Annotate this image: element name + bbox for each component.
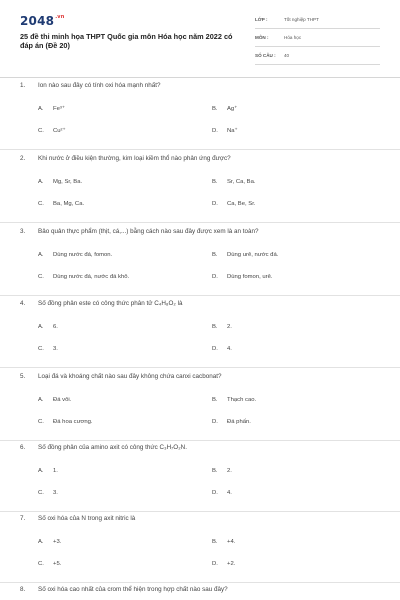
option-c[interactable]: C. Cu²⁺ — [38, 128, 66, 134]
question-divider — [0, 367, 400, 368]
meta-key: MÔN : — [255, 35, 269, 40]
option-b[interactable]: B. 2. — [212, 324, 232, 330]
question-divider — [0, 222, 400, 223]
option-d[interactable]: D. 4. — [212, 490, 232, 496]
meta-value: Hóa học — [284, 35, 302, 40]
meta-row-subject — [255, 31, 380, 47]
question-text: Ion nào sau đây có tính oxi hóa mạnh nhất? — [38, 82, 161, 89]
question-text: Bảo quản thực phẩm (thịt, cá,...) bằng cách nào sau đây được xem là an toàn? — [38, 228, 259, 235]
question-text: Số oxi hóa của N trong axit nitric là — [38, 515, 136, 522]
logo-domain: .vn — [55, 14, 65, 20]
option-c[interactable]: C. Dùng nước đá, nước đá khô. — [38, 274, 130, 280]
site-logo[interactable] — [20, 14, 65, 28]
option-b[interactable]: B. Sr, Ca, Ba. — [212, 179, 256, 185]
option-d[interactable]: D. Na⁺ — [212, 128, 238, 134]
header-divider — [0, 77, 400, 78]
document-title: 25 đề thi minh họa THPT Quốc gia môn Hóa học năm 2022 có đáp án (Đề 20) — [20, 32, 233, 50]
meta-row-class — [255, 13, 380, 29]
question-number: 6. — [20, 444, 26, 451]
option-b[interactable]: B. Ag⁺ — [212, 106, 238, 112]
option-c[interactable]: C. 3. — [38, 490, 58, 496]
question-text: Số oxi hóa cao nhất của crom thể hiện trong hợp chất nào sau đây? — [38, 586, 228, 593]
option-a[interactable]: A. Đá vôi. — [38, 397, 72, 403]
meta-key: LỚP : — [255, 17, 268, 22]
question-divider — [0, 511, 400, 512]
option-c[interactable]: C. 3. — [38, 346, 58, 352]
option-d[interactable]: D. Dùng fomon, urê. — [212, 274, 273, 280]
option-a[interactable]: A. Fe³⁺ — [38, 106, 65, 112]
option-a[interactable]: A. 1. — [38, 468, 58, 474]
question-number: 4. — [20, 300, 26, 307]
option-b[interactable]: B. Thạch cao. — [212, 397, 257, 403]
option-d[interactable]: D. +2. — [212, 561, 236, 567]
page-header — [0, 0, 400, 72]
option-a[interactable]: A. Dùng nước đá, fomon. — [38, 252, 113, 258]
option-b[interactable]: B. +4. — [212, 539, 236, 545]
meta-value: Tốt nghiệp THPT — [284, 17, 319, 22]
option-c[interactable]: C. Đá hoa cương. — [38, 419, 93, 425]
question-text: Khi nước ở điều kiện thường, kim loại kiềm thổ nào phản ứng được? — [38, 155, 231, 162]
question-number: 1. — [20, 82, 26, 89]
option-a[interactable]: A. +3. — [38, 539, 62, 545]
question-number: 8. — [20, 586, 26, 593]
question-number: 7. — [20, 515, 26, 522]
question-text: Số đồng phân este có công thức phân tử C₄H₈O₂ là — [38, 300, 183, 307]
logo-text: 2048 — [20, 14, 55, 28]
option-d[interactable]: D. 4. — [212, 346, 232, 352]
option-a[interactable]: A. 6. — [38, 324, 58, 330]
option-c[interactable]: C. Ba, Mg, Ca. — [38, 201, 85, 207]
meta-value: 40 — [284, 53, 290, 58]
question-number: 3. — [20, 228, 26, 235]
meta-key: SỐ CÂU : — [255, 53, 276, 58]
meta-row-count — [255, 49, 380, 65]
option-a[interactable]: A. Mg, Sr, Ba. — [38, 179, 83, 185]
question-divider — [0, 295, 400, 296]
option-b[interactable]: B. Dùng urê, nước đá. — [212, 252, 279, 258]
question-number: 5. — [20, 373, 26, 380]
question-divider — [0, 582, 400, 583]
question-divider — [0, 440, 400, 441]
question-divider — [0, 149, 400, 150]
option-b[interactable]: B. 2. — [212, 468, 232, 474]
option-d[interactable]: D. Ca, Be, Sr. — [212, 201, 256, 207]
option-c[interactable]: C. +5. — [38, 561, 62, 567]
option-d[interactable]: D. Đá phấn. — [212, 419, 251, 425]
question-text: Số đồng phân của amino axit có công thức C₃H₇O₂N. — [38, 444, 187, 451]
exam-meta — [255, 13, 380, 67]
question-text: Loại đá và khoáng chất nào sau đây không chứa canxi cacbonat? — [38, 373, 222, 380]
question-number: 2. — [20, 155, 26, 162]
